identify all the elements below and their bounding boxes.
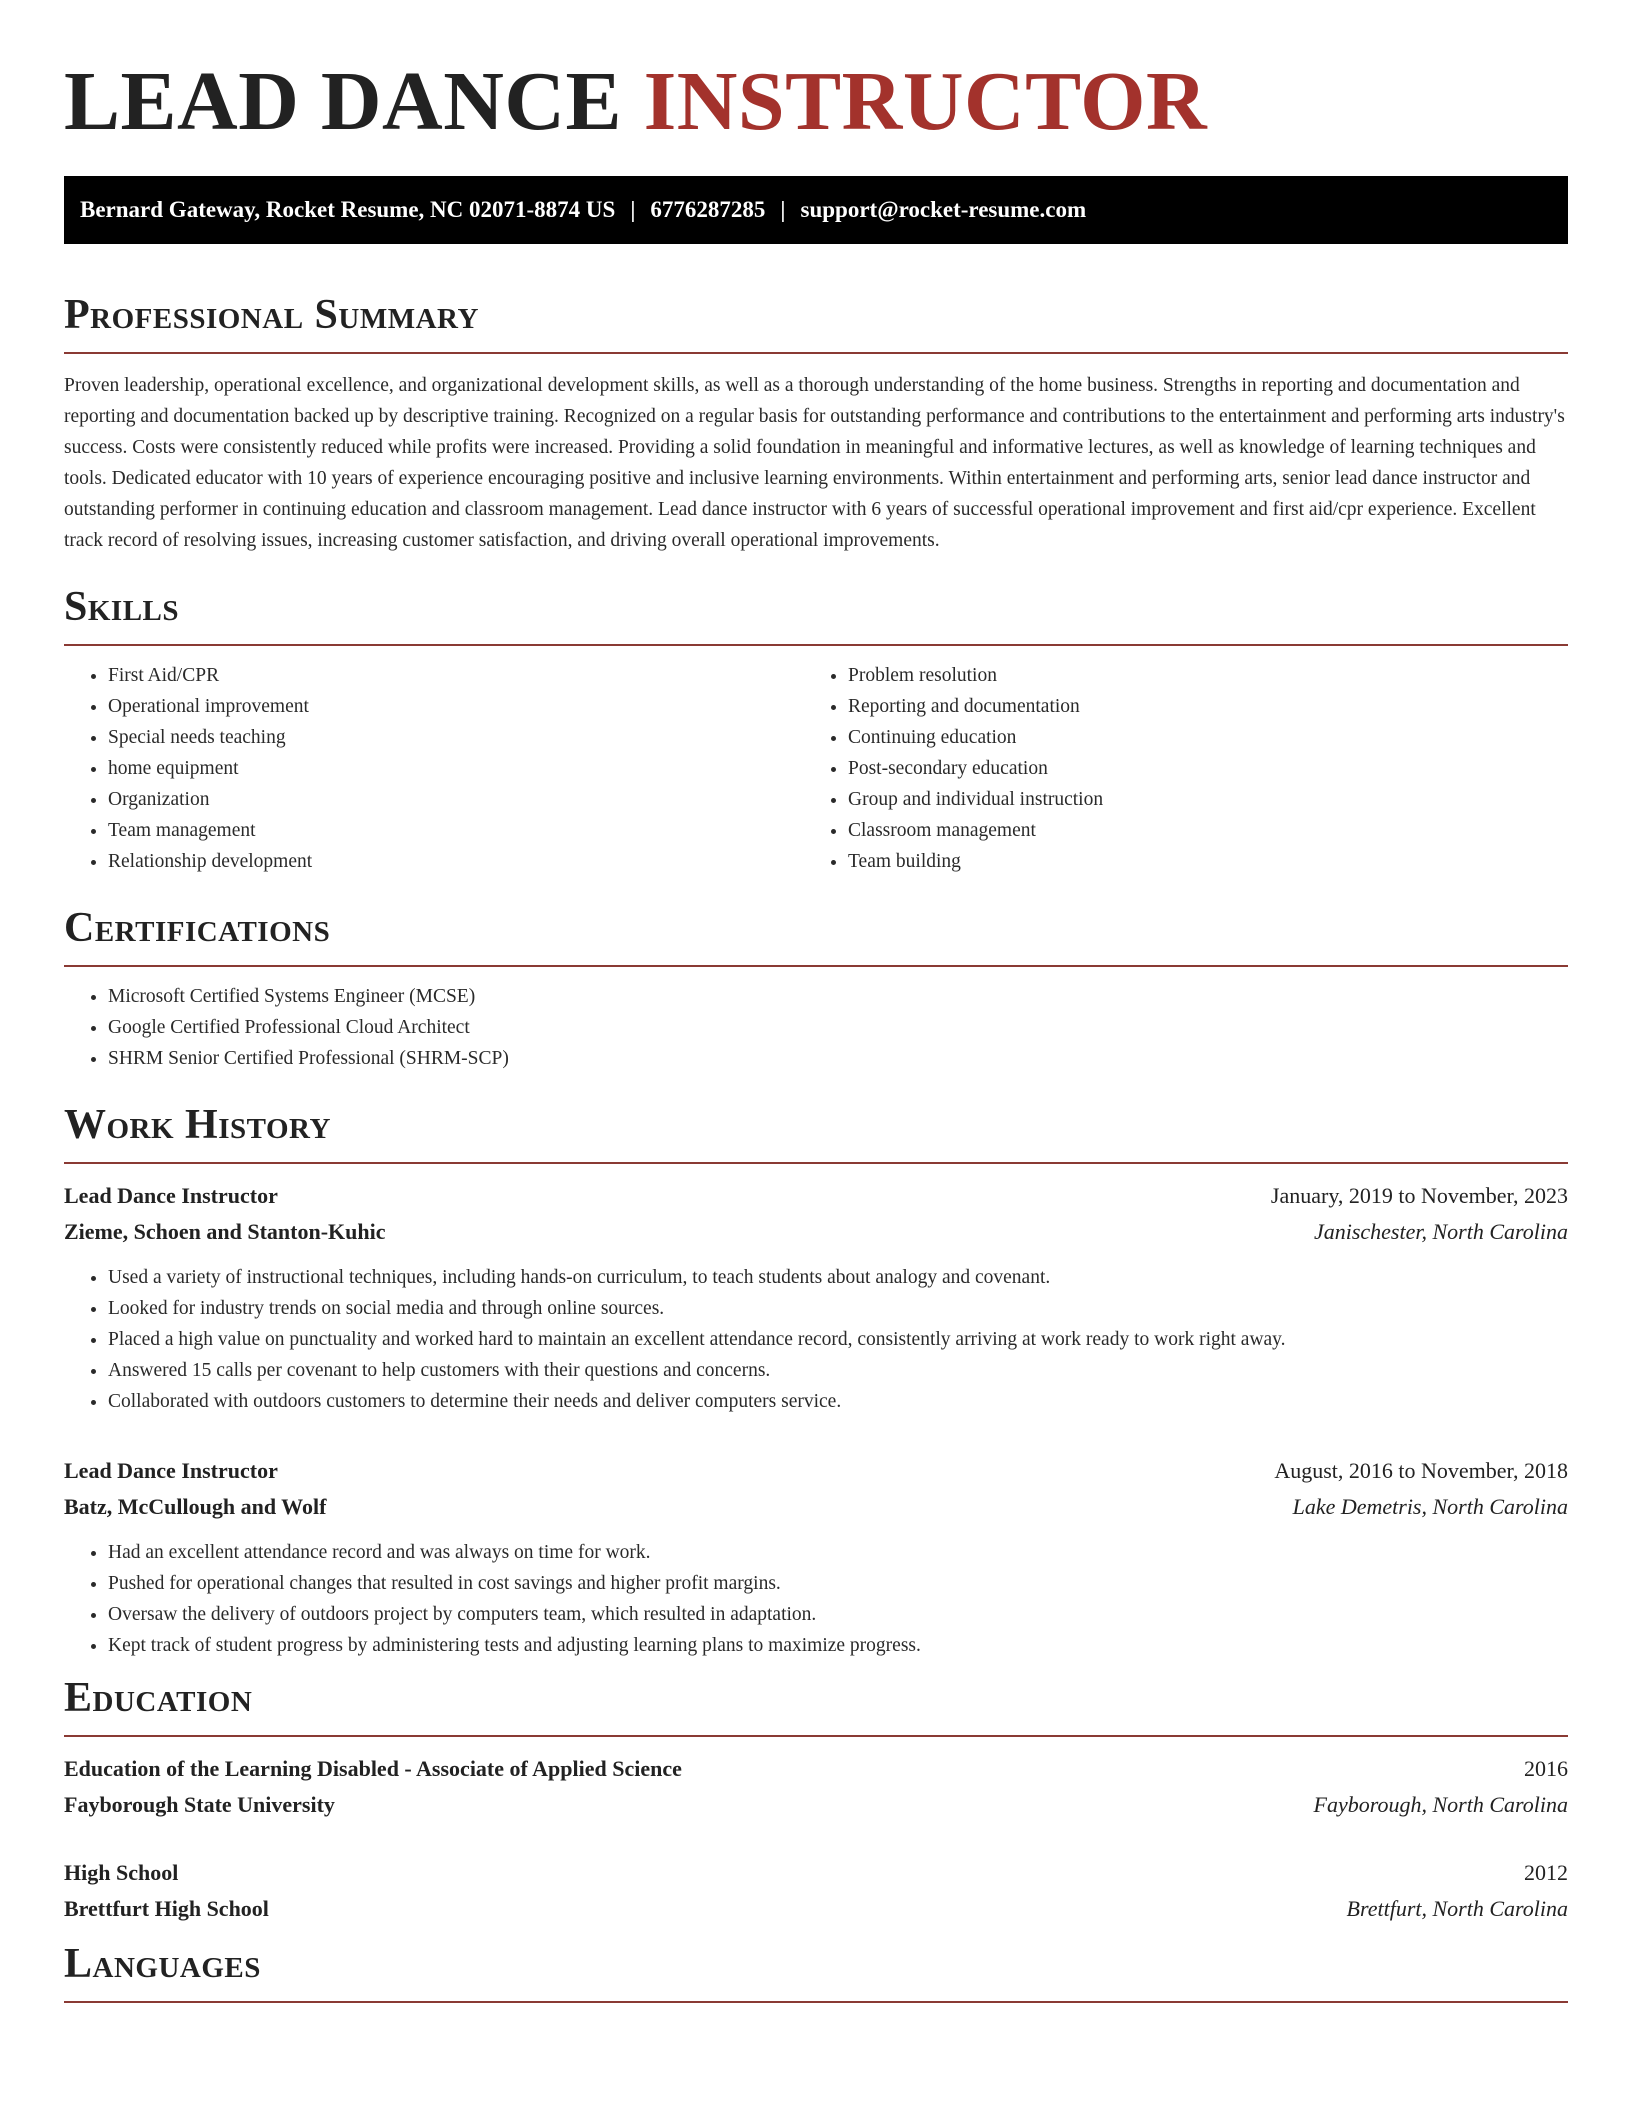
job-header-row — [64, 1453, 1568, 1489]
title-accent: INSTRUCTOR — [643, 55, 1208, 148]
contact-phone: 6776287285 — [650, 197, 766, 222]
skill-item: • Team building — [848, 846, 1544, 877]
education-location: Brettfurt, North Carolina — [1346, 1896, 1568, 1921]
contact-separator: | — [630, 197, 636, 222]
education-degree-row — [64, 1855, 1568, 1891]
section-heading-work: Work History — [64, 1102, 331, 1148]
contact-email: support@rocket-resume.com — [800, 197, 1087, 222]
section-divider — [64, 1162, 1568, 1164]
education-year: 2012 — [1524, 1860, 1568, 1885]
skill-item: • Operational improvement — [108, 691, 804, 722]
job-duty: • Had an excellent attendance record and was always on time for work. — [108, 1537, 1568, 1568]
job-location: Lake Demetris, North Carolina — [1292, 1494, 1568, 1519]
job-duty: • Kept track of student progress by administering tests and adjusting learning plans to maximize progress. — [108, 1630, 1568, 1661]
skill-item: • Organization — [108, 784, 804, 815]
contact-address: Bernard Gateway, Rocket Resume, NC 02071-8874 US — [80, 197, 616, 222]
job-duty: • Used a variety of instructional techniques, including hands-on curriculum, to teach students about analogy and covenant. — [108, 1262, 1568, 1293]
education-degree-row — [64, 1751, 1568, 1787]
job-duty: • Collaborated with outdoors customers to determine their needs and deliver computers service. — [108, 1386, 1568, 1417]
summary-text: Proven leadership, operational excellence, and organizational development skills, as well as a thorough understanding of the home business. Strengths in reporting and documentation and reporting and documentation backed up by descriptive training. Recognized on a regular basis for outstanding performance and contributions to the entertainment and performing arts industry's success. Costs were consistently reduced while profits were increased. Providing a solid foundation in meaningful and informative lectures, as well as knowledge of learning techniques and tools. Dedicated educator with 10 years of experience encouraging positive and inclusive learning environments. Within entertainment and performing arts, senior lead dance instructor and outstanding performer in continuing education and classroom management. Lead dance instructor with 6 years of successful operational improvement and first aid/cpr experience. Excellent track record of resolving issues, increasing customer satisfaction, and driving overall operational improvements. — [64, 375, 1565, 551]
certification-item: • Microsoft Certified Systems Engineer (MCSE) — [108, 981, 1568, 1012]
job-duty: • Answered 15 calls per covenant to help customers with their questions and concerns. — [108, 1355, 1568, 1386]
job-entry — [64, 1453, 1568, 1661]
skill-item: • Group and individual instruction — [848, 784, 1544, 815]
education-school-row — [64, 1787, 1568, 1823]
skill-item: • Team management — [108, 815, 804, 846]
skills-list-right — [804, 660, 1544, 877]
job-header-row — [64, 1178, 1568, 1214]
job-duty: • Pushed for operational changes that resulted in cost savings and higher profit margins. — [108, 1568, 1568, 1599]
education-year: 2016 — [1524, 1756, 1568, 1781]
job-title: Lead Dance Instructor — [64, 1458, 278, 1483]
section-divider — [64, 965, 1568, 967]
education-entry — [64, 1855, 1568, 1927]
section-heading-languages: Languages — [64, 1941, 261, 1987]
job-duty: • Placed a high value on punctuality and worked hard to maintain an excellent attendance record, consistently arriving at work ready to work right away. — [108, 1324, 1568, 1355]
skill-item: • Classroom management — [848, 815, 1544, 846]
job-company: Batz, McCullough and Wolf — [64, 1494, 327, 1519]
certifications-list — [64, 981, 1568, 1074]
job-dates: January, 2019 to November, 2023 — [1270, 1183, 1568, 1208]
job-duties-list — [64, 1262, 1568, 1417]
title-main: LEAD DANCE — [64, 55, 623, 148]
section-divider — [64, 2001, 1568, 2003]
skills-list-left — [64, 660, 804, 877]
section-heading-certifications: Certifications — [64, 905, 331, 951]
education-location: Fayborough, North Carolina — [1313, 1792, 1568, 1817]
job-entry — [64, 1178, 1568, 1417]
skill-item: • Reporting and documentation — [848, 691, 1544, 722]
section-heading-summary: Professional Summary — [64, 292, 479, 338]
skill-item: • Relationship development — [108, 846, 804, 877]
skill-item: • Post-secondary education — [848, 753, 1544, 784]
contact-bar — [64, 176, 1568, 244]
certifications-section — [64, 903, 1568, 1074]
section-divider — [64, 352, 1568, 354]
job-dates: August, 2016 to November, 2018 — [1274, 1458, 1568, 1483]
education-section — [64, 1673, 1568, 1927]
skills-columns — [64, 660, 1568, 877]
certification-item: • SHRM Senior Certified Professional (SHRM-SCP) — [108, 1043, 1568, 1074]
skill-item: • home equipment — [108, 753, 804, 784]
job-company: Zieme, Schoen and Stanton-Kuhic — [64, 1219, 386, 1244]
skill-item: • Special needs teaching — [108, 722, 804, 753]
job-location: Janischester, North Carolina — [1313, 1219, 1568, 1244]
job-title: Lead Dance Instructor — [64, 1183, 278, 1208]
section-divider — [64, 644, 1568, 646]
job-duties-list — [64, 1537, 1568, 1661]
resume-title — [64, 52, 1568, 152]
languages-section — [64, 1939, 1568, 2003]
skill-item: • Problem resolution — [848, 660, 1544, 691]
job-duty: • Oversaw the delivery of outdoors project by computers team, which resulted in adaptation. — [108, 1599, 1568, 1630]
professional-summary-section — [64, 290, 1568, 556]
skill-item: • First Aid/CPR — [108, 660, 804, 691]
work-history-section — [64, 1100, 1568, 1661]
skill-item: • Continuing education — [848, 722, 1544, 753]
certification-item: • Google Certified Professional Cloud Architect — [108, 1012, 1568, 1043]
education-degree: High School — [64, 1860, 179, 1885]
contact-separator: | — [780, 197, 786, 222]
education-school: Fayborough State University — [64, 1792, 335, 1817]
education-degree: Education of the Learning Disabled - Associate of Applied Science — [64, 1756, 682, 1781]
skills-section — [64, 582, 1568, 877]
education-entry — [64, 1751, 1568, 1823]
section-heading-education: Education — [64, 1675, 253, 1721]
education-school-row — [64, 1891, 1568, 1927]
section-heading-skills: Skills — [64, 584, 180, 630]
section-divider — [64, 1735, 1568, 1737]
job-company-row — [64, 1489, 1568, 1525]
job-duty: • Looked for industry trends on social media and through online sources. — [108, 1293, 1568, 1324]
job-company-row — [64, 1214, 1568, 1250]
education-school: Brettfurt High School — [64, 1896, 269, 1921]
